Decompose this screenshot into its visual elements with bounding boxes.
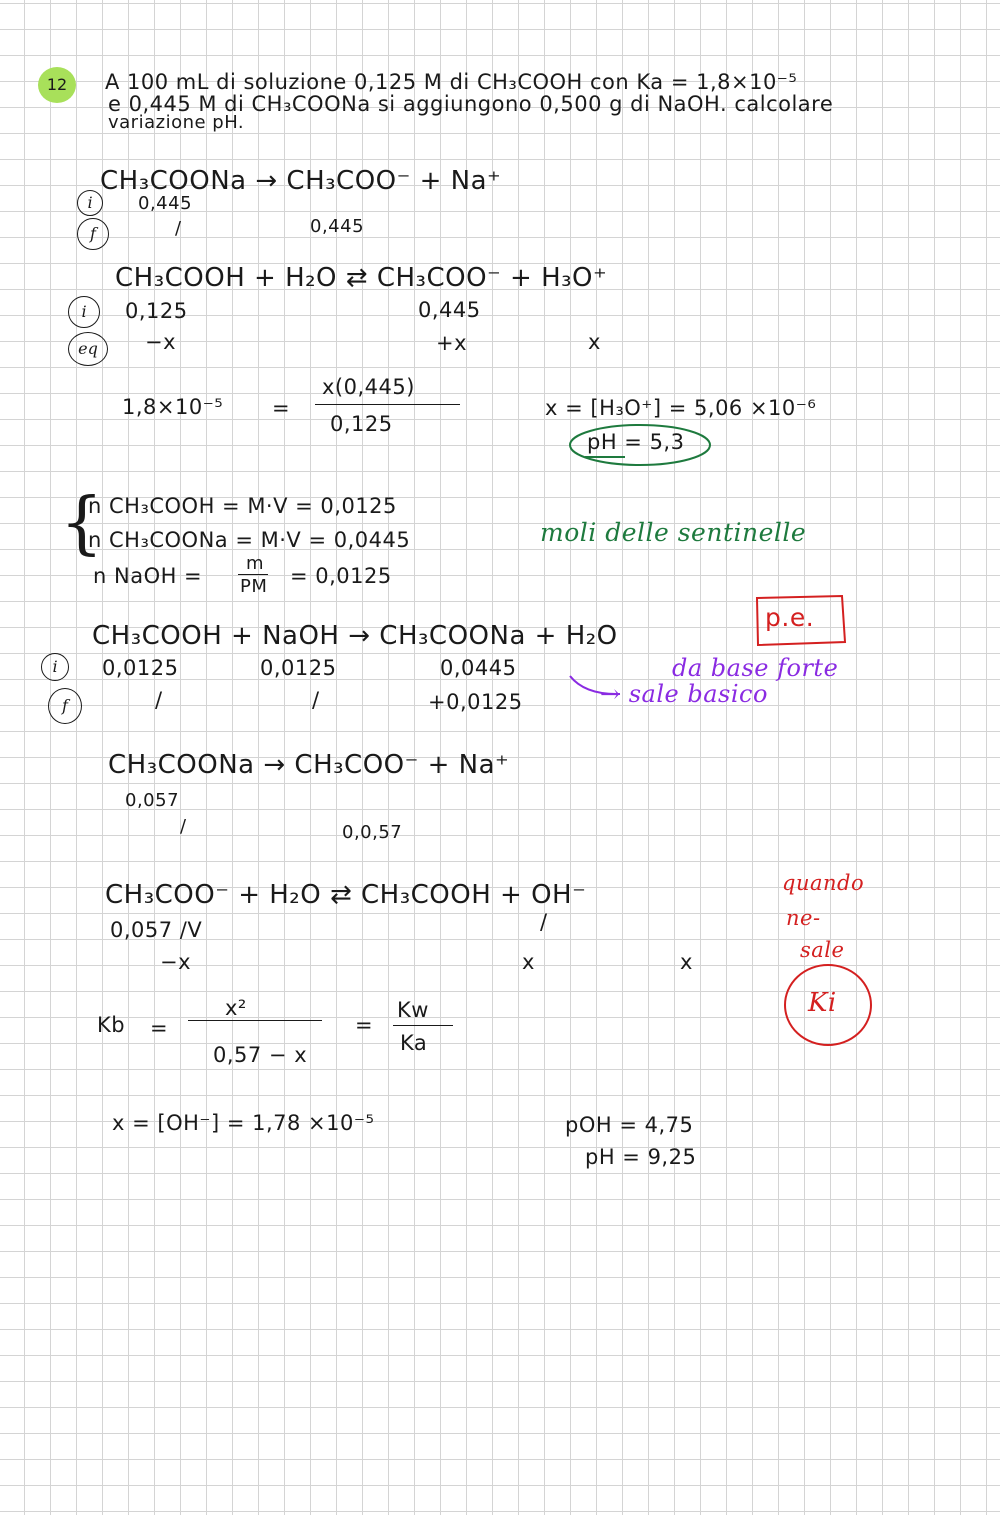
- step9-result: x = [OH⁻] = 1,78 ×10⁻⁵: [112, 1111, 375, 1135]
- step8-kw: Kw: [397, 998, 429, 1022]
- step3-result: x = [H₃O⁺] = 5,06 ×10⁻⁶: [545, 396, 817, 420]
- step8-ka: Ka: [400, 1031, 428, 1055]
- step7-initial: 0,057 /V: [110, 918, 203, 942]
- step5-final-salt: +0,0125: [428, 690, 523, 714]
- step2-equation: CH₃COOH + H₂O ⇄ CH₃COO⁻ + H₃O⁺: [115, 263, 608, 293]
- step8-denominator: 0,57 − x: [213, 1043, 308, 1067]
- step2-eq-acid: −x: [145, 330, 177, 354]
- step3-denominator: 0,125: [330, 412, 393, 436]
- step3-equals: =: [272, 396, 291, 420]
- step3-ka: 1,8×10⁻⁵: [122, 395, 224, 419]
- step4-fraction-bar: [238, 574, 268, 575]
- problem-line-3: variazione pH.: [108, 112, 245, 133]
- step4-n-acid: n CH₃COOH = M·V = 0,0125: [88, 494, 397, 518]
- step5-final-naoh: /: [312, 688, 320, 712]
- step1-label-i: i: [77, 190, 103, 216]
- step1-initial: 0,445: [138, 193, 193, 214]
- step7-x-oh: x: [680, 950, 693, 974]
- step8-equals-2: =: [355, 1013, 374, 1037]
- problem-number-badge: 12: [38, 67, 76, 103]
- step3-fraction-bar: [315, 404, 460, 405]
- step3-ph: pH = 5,3: [587, 430, 685, 454]
- step8-fraction-bar-1: [188, 1020, 322, 1021]
- step8-kb: Kb: [97, 1013, 126, 1037]
- step6-equation: CH₃COONa → CH₃COO⁻ + Na⁺: [108, 750, 510, 780]
- step5-pe: p.e.: [765, 603, 815, 632]
- step6-final-ion: 0,0,57: [342, 822, 403, 843]
- step3-numerator: x(0,445): [322, 375, 415, 399]
- step4-frac-den: PM: [240, 576, 268, 597]
- step5-label-i: i: [41, 653, 69, 681]
- problem-line-1: A 100 mL di soluzione 0,125 M di CH₃COOH con Ka = 1,8×10⁻⁵: [105, 70, 798, 94]
- step1-final-ion: 0,445: [310, 216, 365, 237]
- step5-initial-acid: 0,0125: [102, 656, 179, 680]
- step8-fraction-bar-2: [393, 1025, 453, 1026]
- step5-initial-salt: 0,0445: [440, 656, 517, 680]
- problem-line-2: e 0,445 M di CH₃COONa si aggiungono 0,500 g di NaOH. calcolare: [108, 92, 834, 116]
- step2-initial-acid: 0,125: [125, 299, 188, 323]
- step2-eq-h3o: x: [588, 330, 601, 354]
- step4-n-naoh-right: = 0,0125: [290, 564, 392, 588]
- step7-equation: CH₃COO⁻ + H₂O ⇄ CH₃COOH + OH⁻: [105, 880, 587, 910]
- step1-equation: CH₃COONa → CH₃COO⁻ + Na⁺: [100, 166, 502, 196]
- step1-label-f: f: [77, 218, 109, 250]
- step7-side-note-2: ne-: [786, 906, 821, 930]
- step7-minus-x: −x: [160, 950, 192, 974]
- step5-note-2: → sale basico: [600, 680, 768, 708]
- step2-label-eq: eq: [68, 332, 108, 366]
- step9-ph: pH = 9,25: [585, 1145, 697, 1169]
- step4-n-naoh-left: n NaOH =: [93, 564, 203, 588]
- step5-equation: CH₃COOH + NaOH → CH₃COONa + H₂O: [92, 621, 618, 651]
- step2-initial-ion: 0,445: [418, 298, 481, 322]
- step9-poh: pOH = 4,75: [565, 1113, 694, 1137]
- step6-final-dash: /: [180, 816, 187, 837]
- step8-numerator: x²: [225, 996, 247, 1020]
- step4-note: moli delle sentinelle: [540, 518, 807, 547]
- step7-side-note-3: sale: [800, 938, 845, 962]
- step7-side-note-1: quando: [782, 871, 865, 895]
- step4-n-salt: n CH₃COONa = M·V = 0,0445: [88, 528, 411, 552]
- step1-final-dash: /: [175, 218, 182, 239]
- step5-note-1: da base forte: [672, 654, 839, 682]
- step2-label-i: i: [68, 296, 100, 328]
- step6-initial: 0,057: [125, 790, 180, 811]
- step8-equals-1: =: [150, 1016, 169, 1040]
- step5-initial-naoh: 0,0125: [260, 656, 337, 680]
- step4-frac-num: m: [246, 553, 265, 574]
- step5-final-acid: /: [155, 688, 163, 712]
- step2-eq-ion: +x: [436, 331, 468, 355]
- step7-x-acid: x: [522, 950, 535, 974]
- step5-label-f: f: [48, 688, 82, 724]
- step4-brace: {: [60, 484, 104, 563]
- step7-dash: /: [540, 910, 548, 934]
- step7-side-ki: Ki: [808, 988, 837, 1018]
